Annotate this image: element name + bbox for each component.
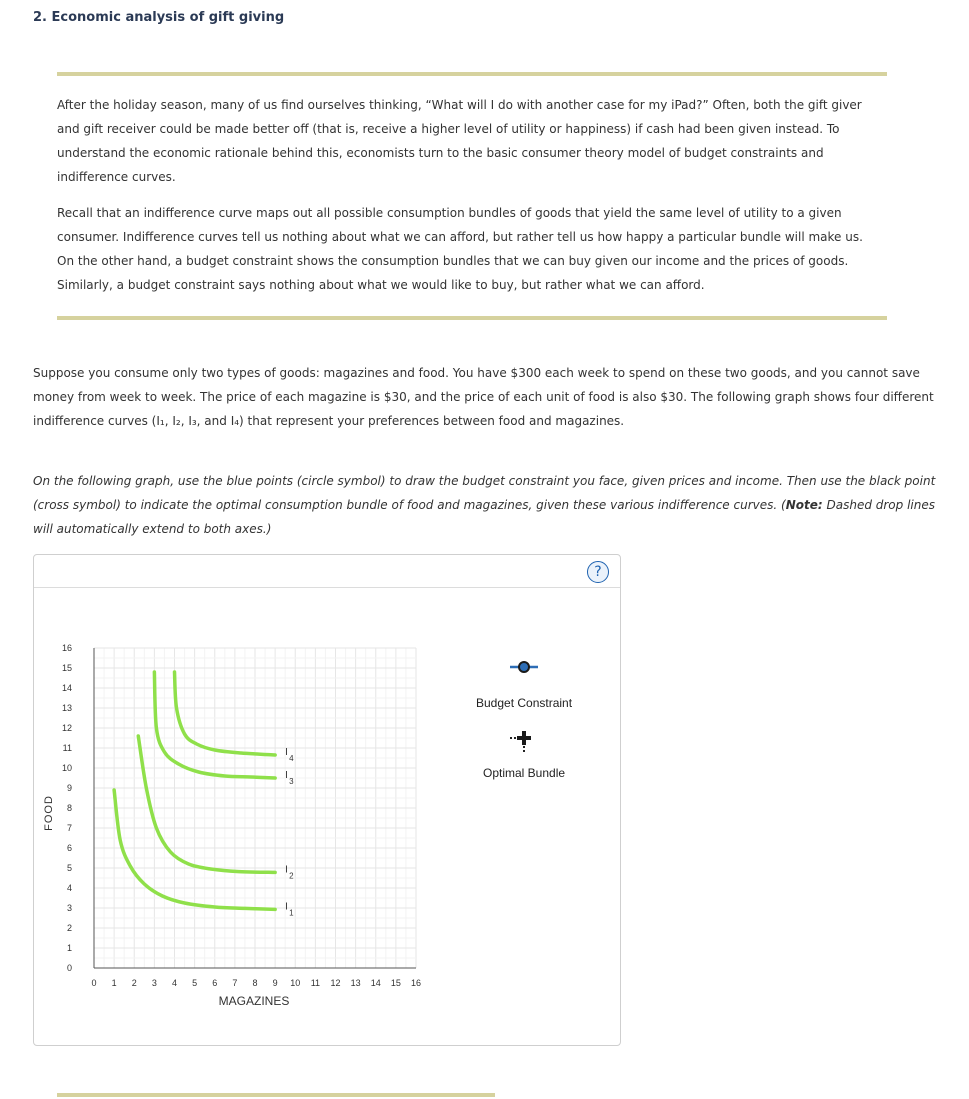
curve-label-i3: I — [285, 770, 288, 781]
intro-p1-line: indifference curves. — [57, 170, 176, 184]
y-tick-label: 11 — [62, 743, 72, 753]
intro-paragraph-1 — [57, 93, 862, 189]
y-tick-label: 9 — [66, 783, 72, 793]
setup-line: money from week to week. The price of each magazine is $30, and the price of each unit of food is also $30. The following graph shows four different — [33, 390, 934, 404]
instruction-line — [33, 493, 935, 517]
curve-label-i4: I — [285, 747, 288, 758]
curve-label-i1: I — [285, 901, 288, 913]
y-tick-label: 13 — [61, 703, 72, 713]
intro-p2-line: consumer. Indifference curves tell us nothing about what we can afford, but rather tell us how happy a particular bundle will make us. — [57, 230, 863, 244]
budget-constraint-tool[interactable] — [510, 662, 538, 672]
x-tick-label: 3 — [151, 978, 157, 988]
y-tick-label: 12 — [61, 723, 72, 733]
instruction-line: On the following graph, use the blue points (circle symbol) to draw the budget constraint you face, given prices and income. Then use the black point — [33, 474, 936, 488]
curve-label-sub-i2: 2 — [289, 871, 294, 881]
bottom-divider — [57, 1093, 495, 1097]
x-tick-label: 9 — [272, 978, 278, 988]
x-axis-label: MAGAZINES — [218, 994, 290, 1008]
y-tick-label: 5 — [66, 863, 72, 873]
intro-paragraph-2 — [57, 201, 863, 297]
instruction-text: Dashed drop lines — [822, 498, 935, 512]
y-axis-label: FOOD — [43, 795, 55, 831]
x-tick-label: 10 — [290, 978, 301, 988]
intro-p1-line: After the holiday season, many of us find ourselves thinking, “What will I do with another case for my iPad?” Often, both the gift giver — [57, 98, 862, 112]
y-tick-label: 15 — [61, 663, 72, 673]
setup-line: indifference curves (I₁, I₂, I₃, and I₄) that represent your preferences between food and magazines. — [33, 414, 625, 428]
instruction-text: (cross symbol) to indicate the optimal consumption bundle of food and magazines, given these various indifference curves. ( — [33, 498, 786, 512]
curve-label-sub-i1: 1 — [289, 908, 294, 918]
instruction-line: will automatically extend to both axes.) — [33, 522, 272, 536]
y-tick-label: 16 — [61, 643, 72, 653]
curve-label-sub-i3: 3 — [289, 777, 294, 786]
y-tick-label: 6 — [66, 843, 72, 853]
intro-p2-line: Recall that an indifference curve maps out all possible consumption bundles of goods that yield the same level of utility to a given — [57, 206, 842, 220]
intro-p1-line: understand the economic rationale behind this, economists turn to the basic consumer theory model of budget constraints and — [57, 146, 824, 160]
x-tick-label: 15 — [390, 978, 401, 988]
setup-line: Suppose you consume only two types of goods: magazines and food. You have $300 each week to spend on these two goods, and you cannot save — [33, 366, 920, 380]
x-tick-label: 13 — [350, 978, 361, 988]
x-tick-label: 6 — [212, 978, 218, 988]
help-button[interactable]: ? — [587, 561, 609, 583]
x-tick-label: 1 — [111, 978, 117, 988]
intro-p2-line: On the other hand, a budget constraint shows the consumption bundles that we can buy given our income and the prices of goods. — [57, 254, 849, 268]
y-tick-label: 1 — [66, 943, 72, 953]
budget-constraint-label: Budget Constraint — [476, 696, 573, 710]
middle-divider — [57, 316, 887, 320]
x-tick-label: 4 — [171, 978, 178, 988]
y-tick-label: 7 — [66, 823, 72, 833]
optimal-bundle-label: Optimal Bundle — [483, 766, 566, 780]
setup-paragraph — [33, 361, 934, 433]
y-tick-label: 3 — [66, 903, 72, 913]
indifference-chart[interactable] — [34, 555, 620, 1045]
x-tick-label: 0 — [91, 978, 97, 988]
y-tick-label: 10 — [61, 763, 72, 773]
x-tick-label: 11 — [310, 978, 321, 988]
top-divider — [57, 72, 887, 76]
intro-p1-line: and gift receiver could be made better off (that is, receive a higher level of utility or happiness) if cash had been given instead. To — [57, 122, 840, 136]
x-tick-label: 12 — [330, 978, 341, 988]
x-tick-label: 2 — [131, 978, 137, 988]
graph-panel — [33, 554, 621, 1046]
x-tick-label: 5 — [192, 978, 198, 988]
y-tick-label: 0 — [66, 963, 72, 973]
x-tick-label: 7 — [232, 978, 238, 988]
y-tick-label: 8 — [66, 803, 72, 813]
y-tick-label: 2 — [66, 923, 72, 933]
intro-p2-line: Similarly, a budget constraint says nothing about what we would like to buy, but rather what we can afford. — [57, 278, 705, 292]
x-tick-label: 14 — [370, 978, 381, 988]
x-tick-label: 16 — [410, 978, 422, 988]
x-tick-label: 8 — [252, 978, 258, 988]
budget-tool-circle — [519, 662, 529, 672]
instruction-paragraph — [33, 469, 935, 541]
y-tick-label: 4 — [66, 883, 72, 893]
optimal-bundle-tool[interactable] — [510, 731, 531, 752]
question-title: 2. Economic analysis of gift giving — [33, 10, 285, 25]
y-tick-label: 14 — [61, 683, 72, 693]
curve-label-sub-i4: 4 — [289, 754, 294, 763]
optimal-tool-cross — [517, 731, 531, 745]
curve-label-i2: I — [285, 864, 288, 876]
note-label: Note: — [785, 498, 823, 512]
